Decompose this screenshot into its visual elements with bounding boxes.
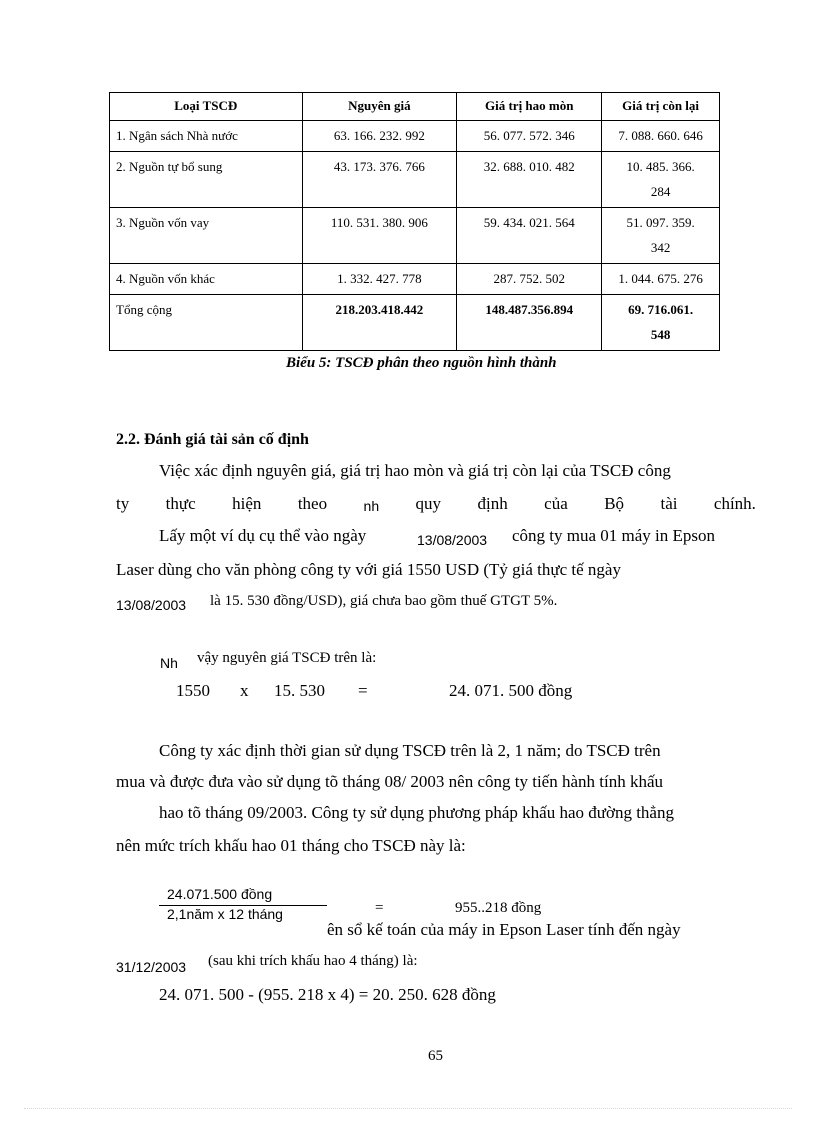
row-name: 2. Nguồn tự bổ sung xyxy=(110,152,303,208)
calc-a: 1550 xyxy=(176,681,210,700)
calc-op: x xyxy=(240,681,249,700)
paragraph-3: vậy nguyên giá TSCĐ trên là: xyxy=(197,650,377,666)
paragraph-5-line-1: ên sổ kế toán của máy in Epson Laser tính đến ngày xyxy=(327,920,681,939)
paragraph-5-line-2: (sau khi trích khấu hao 4 tháng) là: xyxy=(208,953,418,969)
row-name: 4. Nguồn vốn khác xyxy=(110,264,303,295)
header-gia-tri-con-lai: Giá trị còn lại xyxy=(602,93,720,121)
row-con-lai: 10. 485. 366. 284 xyxy=(602,152,720,208)
total-con-lai: 69. 716.061. 548 xyxy=(602,295,720,351)
row-name: 1. Ngân sách Nhà nước xyxy=(110,121,303,152)
header-gia-tri-hao-mon: Giá trị hao mòn xyxy=(457,93,602,121)
paragraph-4-line-1: Công ty xác định thời gian sử dụng TSCĐ trên là 2, 1 năm; do TSCĐ trên xyxy=(159,741,661,760)
table-row xyxy=(110,152,720,208)
table-row xyxy=(110,264,720,295)
date-purchase: 13/08/2003 xyxy=(417,532,488,548)
row-con-lai: 7. 088. 660. 646 xyxy=(602,121,720,152)
total-hao-mon: 148.487.356.894 xyxy=(457,295,602,351)
row-hao-mon: 56. 077. 572. 346 xyxy=(457,121,602,152)
calc-b: 15. 530 xyxy=(274,681,325,700)
table-header-row xyxy=(110,93,720,121)
table-caption: Biểu 5: TSCĐ phân theo nguồn hình thành xyxy=(286,355,557,371)
table-total-row xyxy=(110,295,720,351)
paragraph-1-line-1: Việc xác định nguyên giá, giá trị hao mòn và giá trị còn lại của TSCĐ công xyxy=(159,461,671,480)
paragraph-2-line-3: là 15. 530 đồng/USD), giá chưa bao gồm thuế GTGT 5%. xyxy=(210,593,558,609)
table-row xyxy=(110,208,720,264)
footer-divider xyxy=(24,1108,792,1109)
row-nguyen-gia: 110. 531. 380. 906 xyxy=(302,208,457,264)
row-nguyen-gia: 43. 173. 376. 766 xyxy=(302,152,457,208)
fraction-result: 955..218 đồng xyxy=(455,900,542,916)
paragraph-4-line-4: nên mức trích khấu hao 01 tháng cho TSCĐ này là: xyxy=(116,836,466,855)
paragraph-4-line-3: hao tõ tháng 09/2003. Công ty sử dụng phương pháp khấu hao đường thẳng xyxy=(159,803,674,822)
paragraph-2-line-2: Laser dùng cho văn phòng công ty với giá 1550 USD (Tỷ giá thực tế ngày xyxy=(116,560,621,579)
paragraph-2-line-1b: công ty mua 01 máy in Epson xyxy=(512,526,716,545)
row-hao-mon: 32. 688. 010. 482 xyxy=(457,152,602,208)
row-con-lai: 1. 044. 675. 276 xyxy=(602,264,720,295)
paragraph-2-line-1a: Lấy một ví dụ cụ thể vào ngày xyxy=(159,526,367,545)
row-name: 3. Nguồn vốn vay xyxy=(110,208,303,264)
date-year-end: 31/12/2003 xyxy=(116,959,187,975)
nh-fragment: Nh xyxy=(160,655,178,671)
header-nguyen-gia: Nguyên giá xyxy=(302,93,457,121)
page-number: 65 xyxy=(428,1048,443,1064)
tscd-table xyxy=(109,92,720,351)
fraction-eq: = xyxy=(375,900,384,916)
paragraph-1-line-2: ty thực hiện theo nh quy định của Bộ tài chính. xyxy=(116,494,756,514)
paragraph-4-line-2: mua và được đưa vào sử dụng tõ tháng 08/ 2003 nên công ty tiến hành tính khấu xyxy=(116,772,664,791)
row-hao-mon: 287. 752. 502 xyxy=(457,264,602,295)
section-heading: 2.2. Đánh giá tài sản cố định xyxy=(116,431,309,448)
row-nguyen-gia: 63. 166. 232. 992 xyxy=(302,121,457,152)
calc-eq: = xyxy=(358,681,368,700)
total-nguyen-gia: 218.203.418.442 xyxy=(302,295,457,351)
row-hao-mon: 59. 434. 021. 564 xyxy=(457,208,602,264)
row-con-lai: 51. 097. 359. 342 xyxy=(602,208,720,264)
fraction-denominator: 2,1năm x 12 tháng xyxy=(167,906,283,922)
row-nguyen-gia: 1. 332. 427. 778 xyxy=(302,264,457,295)
date-exchange: 13/08/2003 xyxy=(116,597,187,613)
total-name: Tổng cộng xyxy=(110,295,303,351)
header-loai-tscd: Loại TSCĐ xyxy=(110,93,303,121)
calc-result: 24. 071. 500 đồng xyxy=(449,681,573,700)
paragraph-6-result: 24. 071. 500 - (955. 218 x 4) = 20. 250. 628 đồng xyxy=(159,985,496,1004)
fraction-numerator: 24.071.500 đồng xyxy=(167,886,273,902)
table-row xyxy=(110,121,720,152)
